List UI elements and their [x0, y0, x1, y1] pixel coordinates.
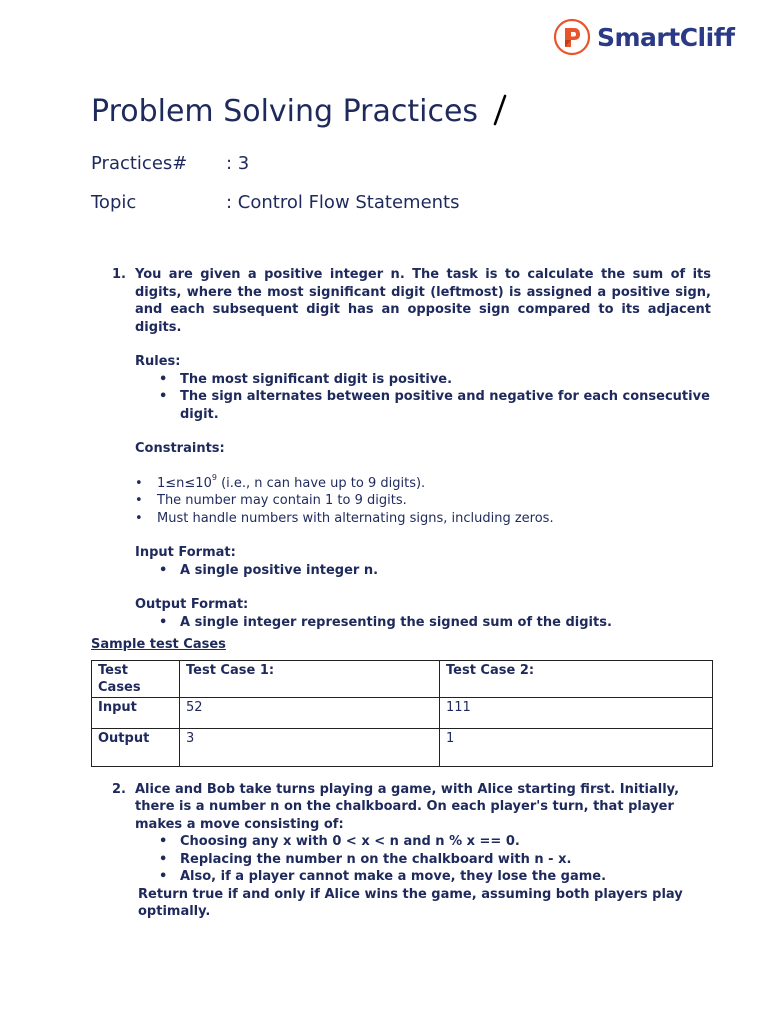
table-row — [92, 728, 713, 766]
input-format-heading: Input Format: — [135, 545, 236, 560]
table-cell: Test Case 1: — [180, 660, 440, 697]
page-title: Problem Solving Practices — [91, 94, 479, 129]
constraint-exponent: 9 — [211, 472, 217, 482]
brand-logo — [553, 18, 734, 56]
test-case-table — [91, 660, 713, 767]
output-format-list — [135, 614, 711, 632]
question-2 — [91, 781, 711, 921]
sample-heading: Sample test Cases — [91, 637, 226, 652]
question-closing: Return true if and only if Alice wins the game, assuming both players play optimally. — [138, 886, 683, 919]
table-row — [92, 660, 713, 697]
table-cell: Output — [92, 728, 180, 766]
topic-label: Topic — [91, 192, 137, 213]
list-item: • Must handle numbers with alternating signs, including zeros. — [157, 510, 711, 528]
constraint-text: (i.e., n can have up to 9 digits). — [216, 475, 426, 491]
list-item: • A single integer representing the signed sum of the digits. — [180, 614, 711, 632]
table-cell: 52 — [180, 697, 440, 728]
list-item: • The sign alternates between positive and negative for each consecutive digit. — [180, 388, 711, 423]
question-text: Alice and Bob take turns playing a game, with Alice starting first. Initially, there is a number n on the chalkboard. On each player's turn, that player makes a move consisting of: — [135, 781, 680, 832]
question-1 — [91, 266, 711, 631]
sample-test-cases — [91, 636, 711, 767]
table-cell: Input — [92, 697, 180, 728]
document-body — [91, 266, 711, 921]
table-cell: 111 — [440, 697, 713, 728]
table-cell: 1 — [440, 728, 713, 766]
list-item: • Replacing the number n on the chalkboard with n - x. — [180, 851, 711, 869]
list-item — [157, 472, 711, 493]
question-text: You are given a positive integer n. The task is to calculate the sum of its digits, where the most significant digit (leftmost) is assigned a positive sign, and each subsequent digit has an opposite sign compared to its adjacent digits. — [135, 267, 711, 335]
smartcliff-logo-icon — [553, 18, 591, 56]
table-cell: Test Case 2: — [440, 660, 713, 697]
rules-heading: Rules: — [135, 354, 181, 369]
list-item: • Also, if a player cannot make a move, they lose the game. — [180, 868, 711, 886]
output-format-heading: Output Format: — [135, 597, 249, 612]
move-options-list — [135, 833, 711, 886]
constraints-heading: Constraints: — [135, 441, 225, 456]
question-number: 1. — [112, 267, 126, 282]
topic-line — [91, 192, 459, 213]
practices-line — [91, 153, 249, 174]
table-row — [92, 697, 713, 728]
pen-icon — [492, 94, 508, 128]
input-format-list — [135, 562, 711, 580]
rules-list — [135, 371, 711, 424]
table-cell: Test Cases — [92, 660, 180, 697]
question-number: 2. — [112, 781, 126, 797]
table-cell: 3 — [180, 728, 440, 766]
list-item: • The number may contain 1 to 9 digits. — [157, 492, 711, 510]
list-item: • A single positive integer n. — [180, 562, 711, 580]
constraint-text: 1≤n≤10 — [157, 475, 212, 491]
practices-value: : 3 — [226, 153, 250, 174]
list-item: • Choosing any x with 0 < x < n and n % x == 0. — [180, 833, 711, 851]
list-item: • The most significant digit is positive. — [180, 371, 711, 389]
constraints-list — [135, 472, 711, 528]
practices-label: Practices# — [91, 153, 188, 174]
brand-name: SmartCliff — [597, 22, 735, 52]
topic-value: : Control Flow Statements — [226, 192, 460, 213]
